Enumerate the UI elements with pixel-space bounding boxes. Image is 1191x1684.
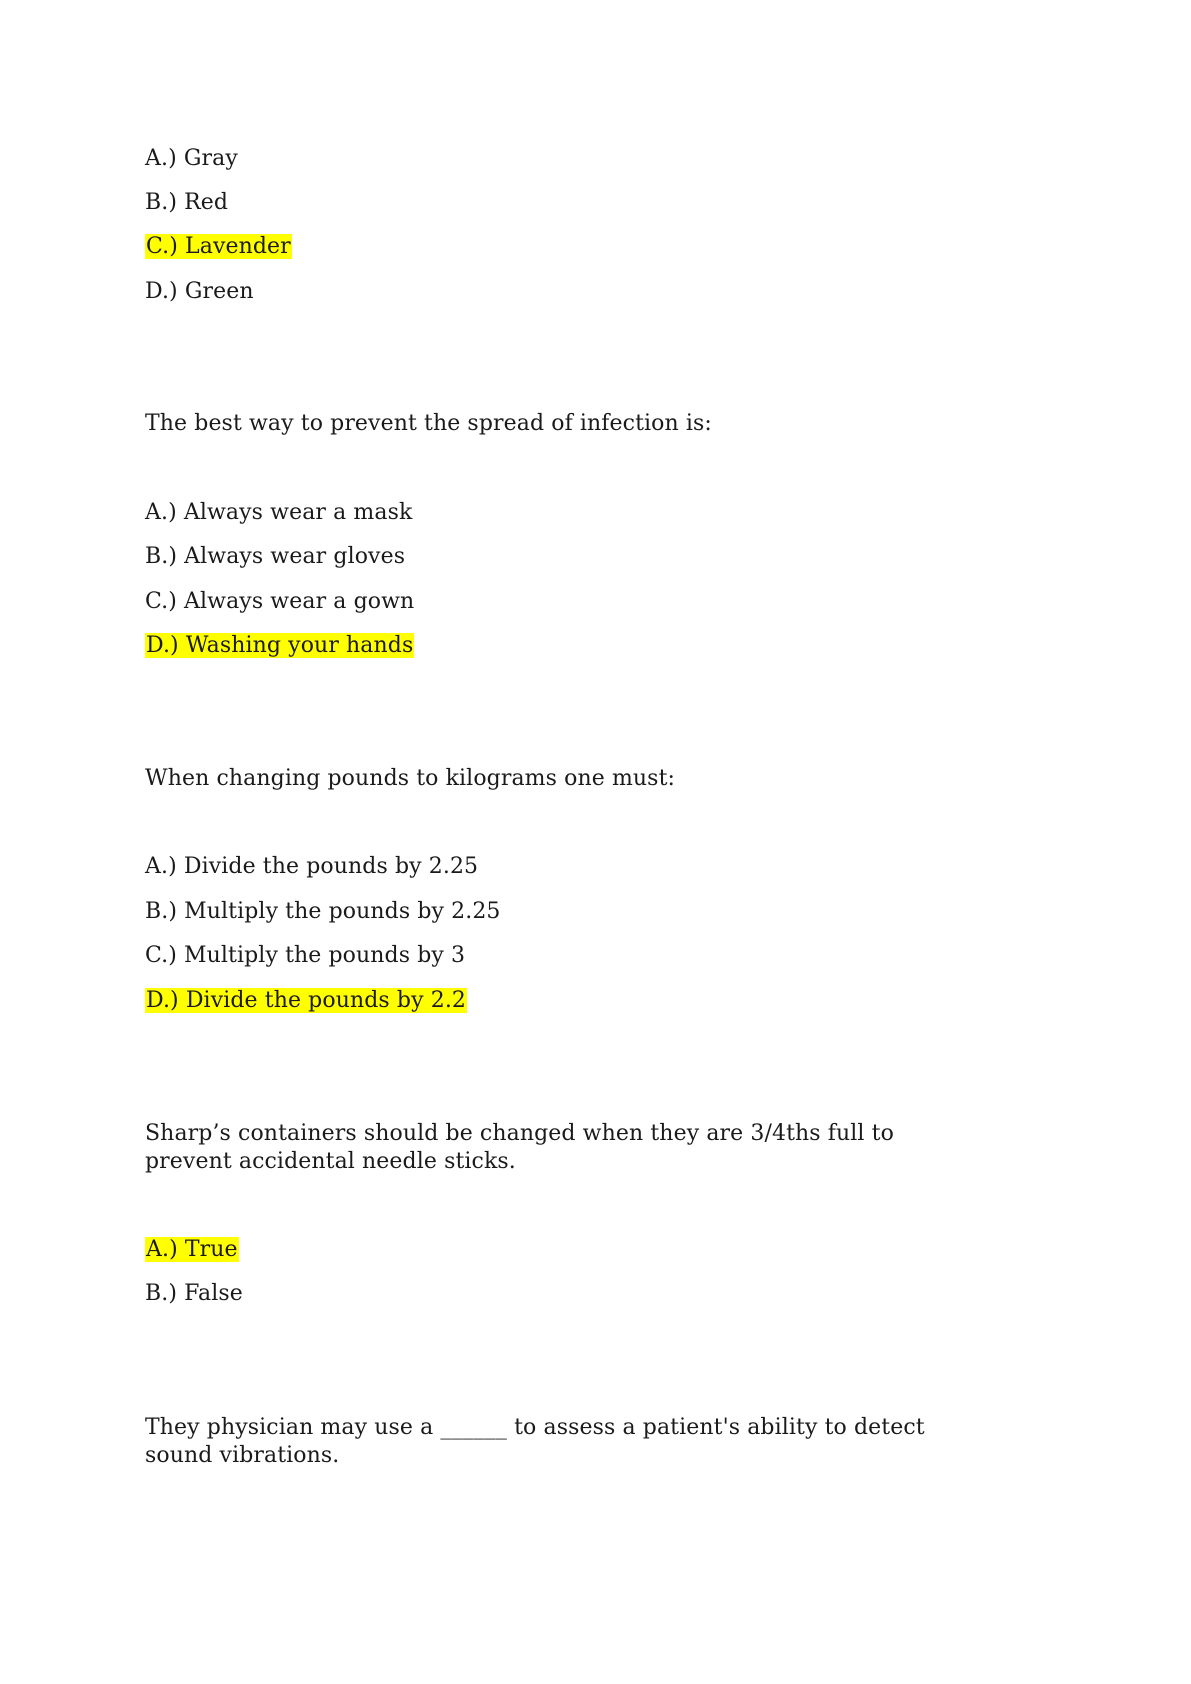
answer-option [145, 499, 412, 527]
answer-option [145, 145, 238, 173]
option-text: B.) Always wear gloves [145, 544, 406, 569]
highlighted-answer: C.) Lavender [146, 234, 291, 259]
answer-option [145, 278, 254, 306]
answer-option [145, 588, 414, 616]
option-text: A.) Divide the pounds by 2.25 [145, 854, 479, 879]
option-text: A.) Gray [145, 146, 238, 171]
answer-option-correct [145, 632, 414, 660]
question-text: When changing pounds to kilograms one must: [145, 766, 676, 791]
answer-option [145, 942, 465, 970]
answer-option-correct [145, 987, 467, 1015]
question-text: The best way to prevent the spread of infection is: [145, 411, 712, 436]
answer-option [145, 543, 405, 571]
answer-option-correct [145, 1236, 239, 1264]
answer-option [145, 1280, 243, 1308]
highlighted-answer: A.) True [146, 1237, 238, 1262]
option-text: C.) Multiply the pounds by 3 [145, 943, 466, 968]
option-text: D.) Green [145, 279, 254, 304]
highlighted-answer: D.) Divide the pounds by 2.2 [146, 988, 467, 1013]
answer-option [145, 898, 501, 926]
answer-option [145, 189, 228, 217]
option-text: B.) Multiply the pounds by 2.25 [145, 899, 501, 924]
highlighted-answer: D.) Washing your hands [146, 633, 414, 658]
option-text: A.) Always wear a mask [145, 500, 413, 525]
answer-option-correct [145, 233, 292, 261]
answer-option [145, 853, 478, 881]
option-text: C.) Always wear a gown [145, 589, 415, 614]
question-text: They physician may use a ______ to assess a patient's ability to detect sound vibrations. [145, 1415, 925, 1468]
option-text: B.) False [145, 1281, 243, 1306]
question-text: Sharp’s containers should be changed when they are 3/4ths full to prevent accidental needle sticks. [145, 1121, 894, 1174]
option-text: B.) Red [145, 190, 229, 215]
